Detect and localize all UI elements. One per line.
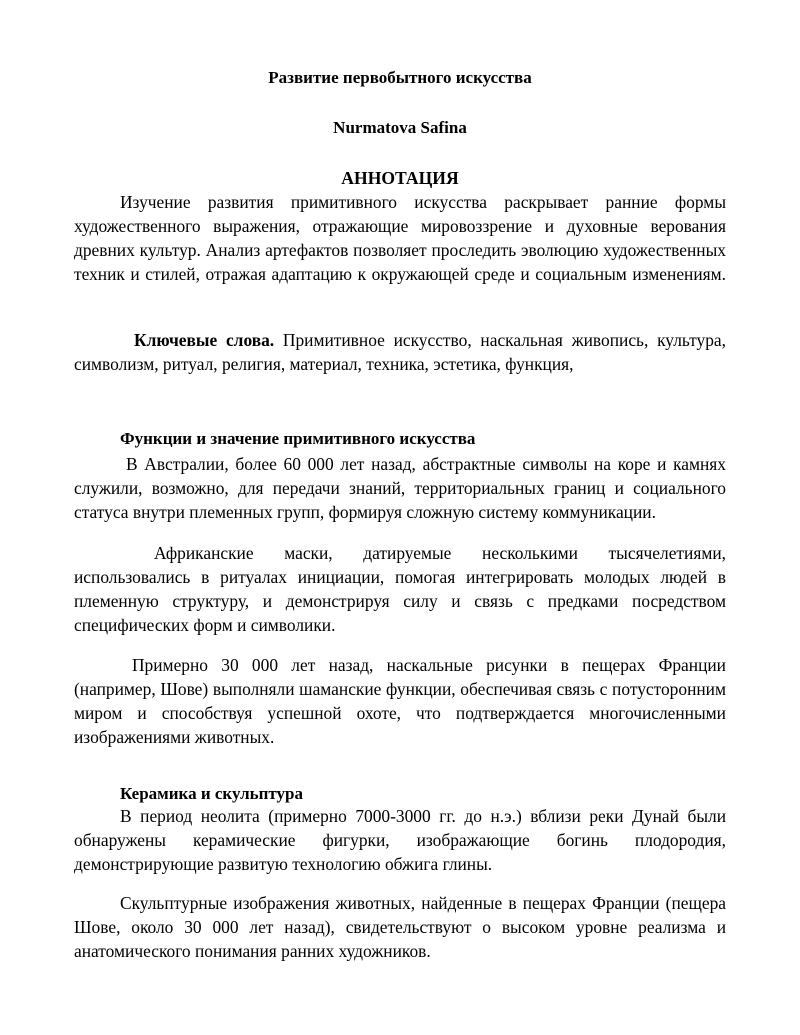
section-heading-ceramics: Керамика и скульптура <box>120 784 303 803</box>
paragraph-african-masks: Африканские маски, датируемые несколькими тысячелетиями, использовались в ритуалах инициации, помогая интегрировать молодых людей в племенную структуру, и демонстрируя силу и связь с предками посредством специфических форм и символики. <box>74 543 726 635</box>
paragraph-animal-sculptures: Скульптурные изображения животных, найденные в пещерах Франции (пещера Шове, около 30 000 лет назад), свидетельствуют о высоком уровне реализма и анатомического понимания ранних художников. <box>74 893 726 961</box>
keywords-list: Примитивное искусство, наскальная живопись, культура, символизм, ритуал, религия, материал, техника, эстетика, функция, <box>74 330 726 374</box>
keywords-label: Ключевые слова. <box>134 330 275 350</box>
paragraph-cave-paintings: Примерно 30 000 лет назад, наскальные рисунки в пещерах Франции (например, Шове) выполняли шаманские функции, обеспечивая связь с потусторонним миром и способствуя успешной охоте, что подтверждается многочисленными изображениями животных. <box>74 655 726 747</box>
paragraph-australia: В Австралии, более 60 000 лет назад, абстрактные символы на коре и камнях служили, возможно, для передачи знаний, территориальных границ и социального статуса внутри племенных групп, формируя сложную систему коммуникации. <box>74 454 726 522</box>
document-title: Развитие первобытного искусства <box>268 68 532 87</box>
author-name: Nurmatova Safina <box>333 118 467 137</box>
keywords-paragraph <box>74 328 726 376</box>
paragraph-neolithic-ceramics: В период неолита (примерно 7000-3000 гг. до н.э.) вблизи реки Дунай были обнаружены керамические фигурки, изображающие богинь плодородия, демонстрирующие развитую технологию обжига глины. <box>74 806 726 874</box>
section-heading-functions: Функции и значение примитивного искусства <box>120 429 476 448</box>
abstract-paragraph: Изучение развития примитивного искусства раскрывает ранние формы художественного выражения, отражающие мировоззрение и духовные верования древних культур. Анализ артефактов позволяет проследить эволюцию художественных техник и стилей, отражая адаптацию к окружающей среде и социальным изменениям. <box>74 192 726 284</box>
abstract-heading: АННОТАЦИЯ <box>341 168 459 188</box>
